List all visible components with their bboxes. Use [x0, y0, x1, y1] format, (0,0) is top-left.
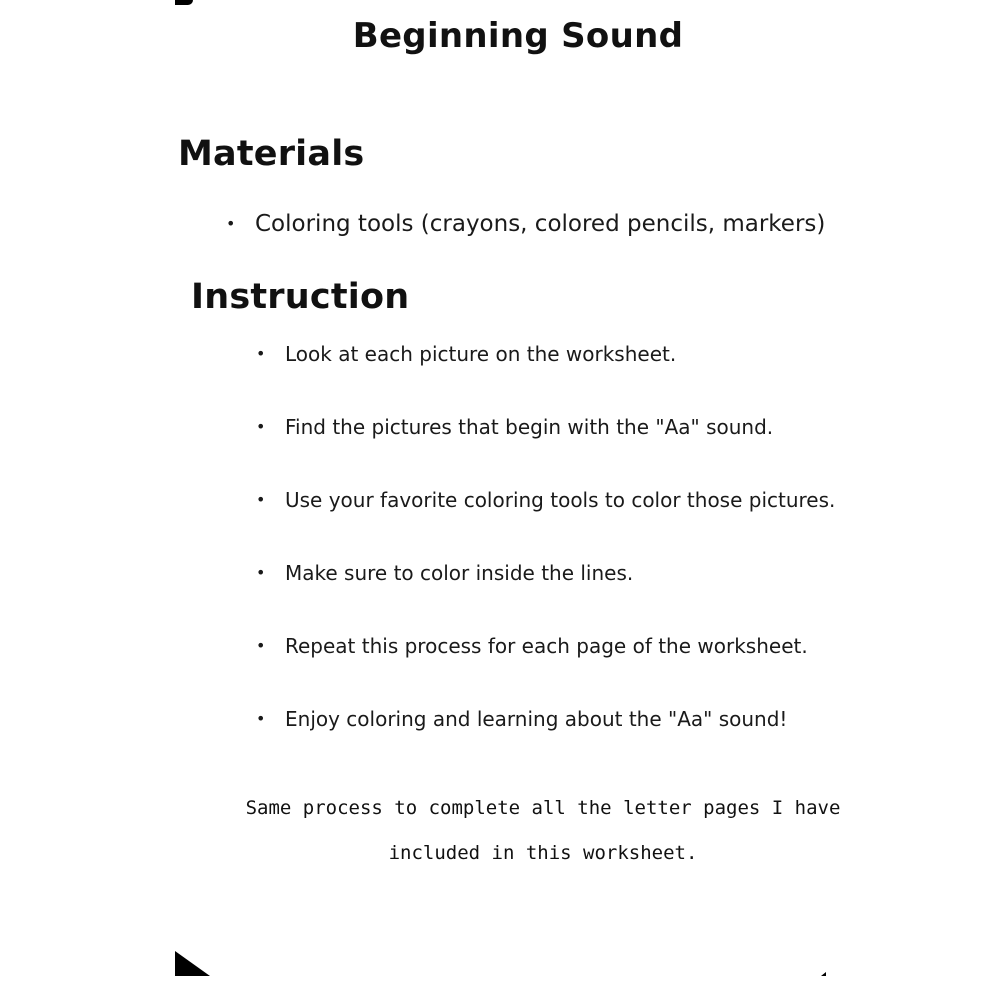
- list-item: [256, 630, 835, 703]
- list-item: [256, 703, 835, 776]
- bullet-icon: •: [256, 490, 266, 509]
- list-item-text: Repeat this process for each page of the worksheet.: [285, 634, 808, 658]
- list-item: [256, 484, 835, 557]
- bullet-icon: •: [226, 214, 236, 233]
- list-item-text: Make sure to color inside the lines.: [285, 561, 634, 585]
- corner-decoration-small: [821, 972, 826, 976]
- list-item: [256, 338, 835, 411]
- corner-decoration-top: [175, 0, 193, 5]
- list-item-text: Find the pictures that begin with the "Aa" sound.: [285, 415, 774, 439]
- list-item: [256, 557, 835, 630]
- list-item: [256, 411, 835, 484]
- bullet-icon: •: [256, 417, 266, 436]
- corner-decoration-bottom: [175, 951, 210, 976]
- bullet-icon: •: [256, 636, 266, 655]
- materials-heading: Materials: [178, 134, 365, 174]
- list-item-text: Look at each picture on the worksheet.: [285, 342, 677, 366]
- page-title: Beginning Sound: [352, 16, 684, 56]
- closing-note: [0, 786, 1000, 876]
- instruction-list: [256, 338, 835, 776]
- materials-list: [226, 206, 825, 242]
- bullet-icon: •: [256, 709, 266, 728]
- list-item-text: Enjoy coloring and learning about the "Aa" sound!: [285, 707, 788, 731]
- list-item: [226, 206, 825, 242]
- bullet-icon: •: [256, 563, 266, 582]
- instruction-heading: Instruction: [191, 277, 410, 317]
- closing-note-line-2: included in this worksheet.: [388, 842, 698, 864]
- bullet-icon: •: [256, 344, 266, 363]
- list-item-text: Use your favorite coloring tools to color those pictures.: [285, 488, 836, 512]
- list-item-text: Coloring tools (crayons, colored pencils, markers): [255, 211, 826, 237]
- closing-note-line-1: Same process to complete all the letter pages I have: [245, 797, 841, 819]
